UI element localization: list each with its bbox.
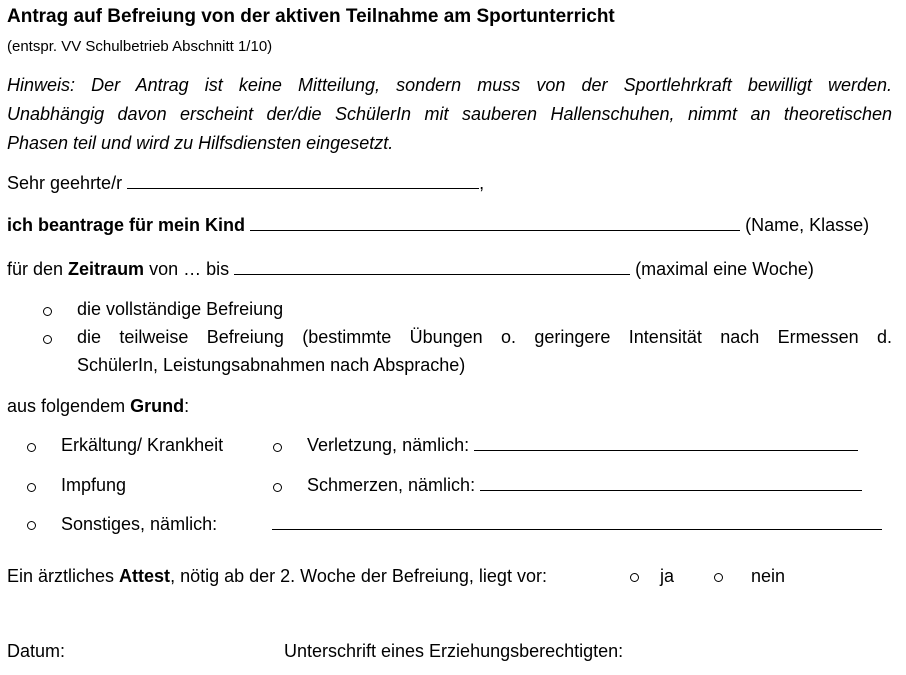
document-title: Antrag auf Befreiung von der aktiven Teilnahme am Sportunterricht [7, 6, 615, 27]
date-label: Datum: [7, 641, 66, 661]
attest-label: Attest [119, 566, 171, 586]
notice-line-2: Unabhängig davon erscheint der/die SchülerIn mit sauberen Hallenschuhen, nimmt an theoretischen [7, 104, 892, 124]
attest-no-label: nein [751, 566, 786, 586]
reason-label: Grund [130, 396, 185, 416]
period-hint: (maximal eine Woche) [635, 259, 814, 279]
signature-label: Unterschrift eines Erziehungsberechtigten: [284, 641, 624, 661]
notice-line-1: Hinweis: Der Antrag ist keine Mitteilung, sondern muss von der Sportlehrkraft bewilligt werden. [7, 75, 892, 95]
exemption-partial-radio[interactable] [43, 335, 52, 344]
reason-cold-label: Erkältung/ Krankheit [61, 435, 224, 455]
salutation-label: Sehr geehrte/r [7, 173, 123, 193]
exemption-full-radio[interactable] [43, 307, 52, 316]
injury-detail-field[interactable] [474, 435, 858, 451]
exemption-full-label: die vollständige Befreiung [77, 299, 284, 319]
reason-injury-row [307, 434, 858, 456]
notice-line-3: Phasen teil und wird zu Hilfsdiensten eingesetzt. [7, 133, 394, 153]
attest-suffix: , nötig ab der 2. Woche der Befreiung, liegt vor: [170, 566, 547, 586]
period-label: Zeitraum [68, 259, 145, 279]
period-middle: von … bis [144, 259, 230, 279]
child-hint: (Name, Klasse) [745, 215, 870, 235]
child-row [7, 214, 869, 236]
attest-no-radio[interactable] [714, 573, 723, 582]
salutation-row [7, 172, 484, 194]
child-name-field[interactable] [250, 215, 740, 231]
exemption-partial-label-1: die teilweise Befreiung (bestimmte Übungen o. geringere Intensität nach Ermessen d. [77, 327, 892, 347]
exemption-partial-label-2: SchülerIn, Leistungsabnahmen nach Absprache) [77, 355, 466, 375]
pain-detail-field[interactable] [480, 475, 862, 491]
attest-prefix: Ein ärztliches [7, 566, 120, 586]
reason-pain-row [307, 474, 862, 496]
reason-other-radio[interactable] [27, 521, 36, 530]
reason-injury-label: Verletzung, nämlich: [307, 435, 470, 455]
reason-other-label: Sonstiges, nämlich: [61, 514, 218, 534]
reason-vaccination-label: Impfung [61, 475, 127, 495]
reason-cold-radio[interactable] [27, 443, 36, 452]
reason-vaccination-radio[interactable] [27, 483, 36, 492]
period-field[interactable] [234, 259, 630, 275]
reason-pain-label: Schmerzen, nämlich: [307, 475, 476, 495]
attest-yes-label: ja [660, 566, 675, 586]
reason-heading [7, 395, 189, 417]
document-subtitle: (entspr. VV Schulbetrieb Abschnitt 1/10) [7, 38, 273, 55]
period-prefix: für den [7, 259, 69, 279]
reason-pain-radio[interactable] [273, 483, 282, 492]
attest-yes-radio[interactable] [630, 573, 639, 582]
salutation-comma: , [479, 173, 485, 193]
other-detail-field[interactable] [272, 514, 882, 530]
period-row [7, 258, 814, 280]
child-label: ich beantrage für mein Kind [7, 215, 246, 235]
attest-row [7, 565, 547, 587]
reason-prefix: aus folgendem [7, 396, 131, 416]
reason-injury-radio[interactable] [273, 443, 282, 452]
recipient-name-field[interactable] [127, 173, 479, 189]
other-detail-row [272, 513, 882, 535]
reason-colon: : [184, 396, 190, 416]
